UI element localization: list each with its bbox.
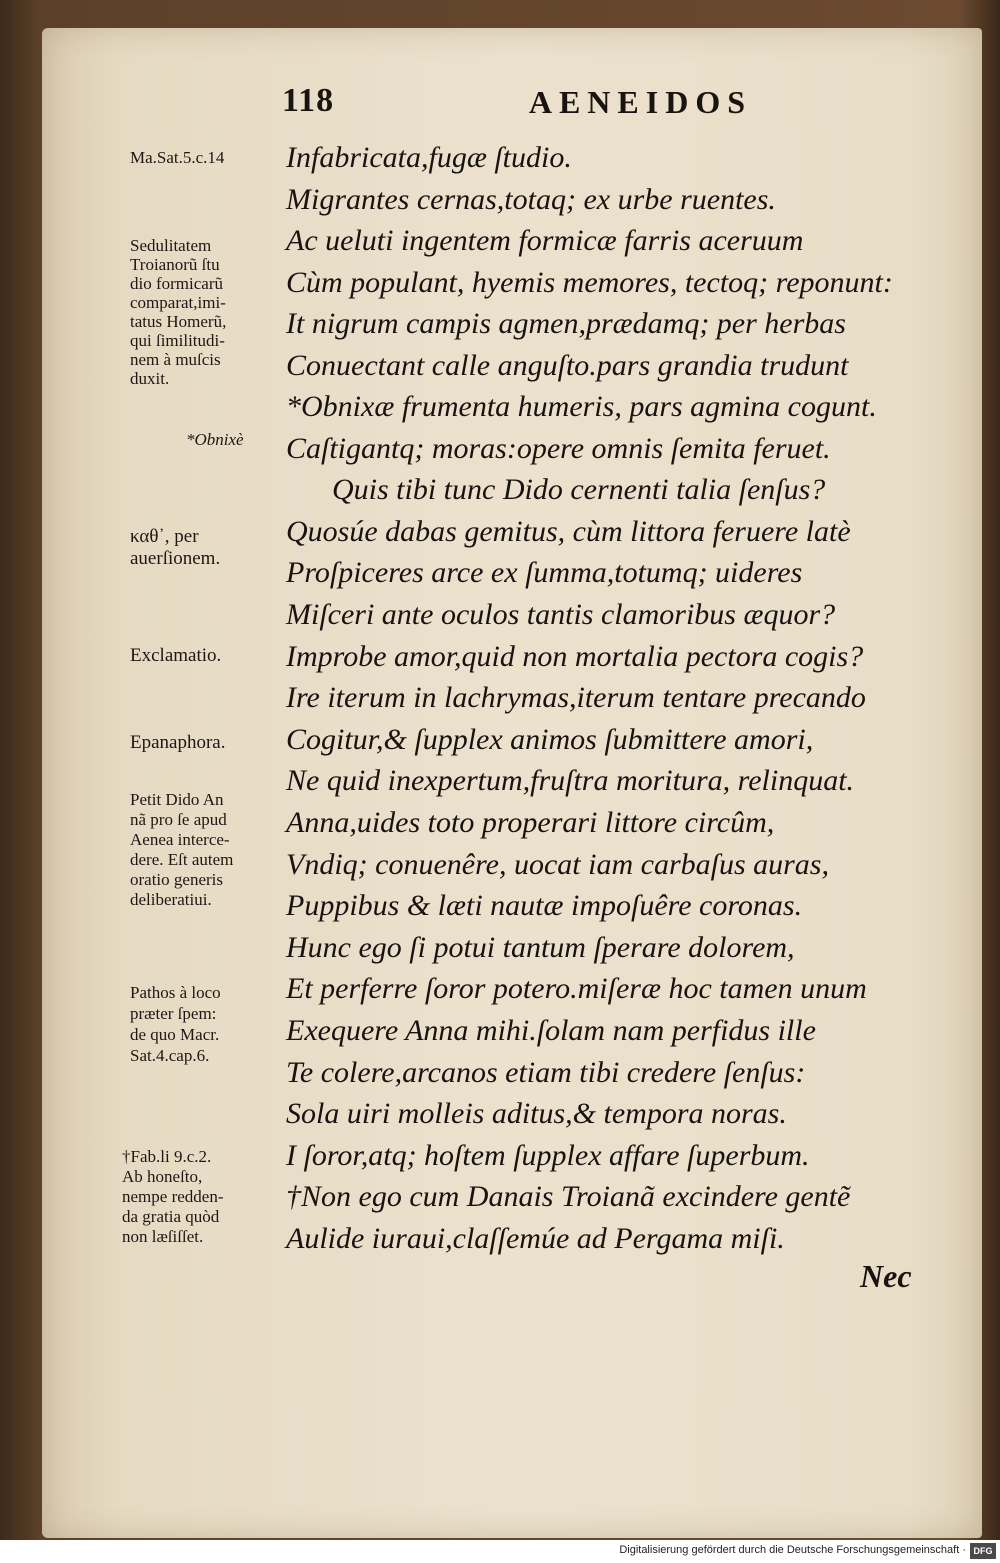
margin-note-line: *Obnixè [186,430,244,449]
verse-line: Anna,uides toto properari littore circûm, [286,806,775,839]
margin-note [130,982,285,1066]
verse-line: Improbe amor,quid non mortalia pectora cogis? [286,640,864,673]
margin-note-line: Sat.4.cap.6. [130,1046,210,1065]
margin-note-line: deliberatiui. [130,890,212,909]
margin-note [130,790,285,910]
margin-note-line: da gratia quòd [122,1207,220,1226]
margin-note-line: comparat,imi- [130,293,226,312]
verse-line: *Obnixæ frumenta humeris, pars agmina cogunt. [286,390,877,423]
digitization-footer [0,1540,1000,1563]
verse-line: Cogitur,& ſupplex animos ſubmittere amori, [286,723,814,756]
margin-note-line: auerſionem. [130,548,221,569]
margin-note [122,1147,277,1247]
dfg-logo: DFG [970,1543,996,1559]
margin-note-line: Aenea interce- [130,830,230,849]
verse-line: Migrantes cernas,totaq; ex urbe ruentes. [286,183,776,216]
margin-note-line: Ma.Sat.5.c.14 [130,148,225,167]
verse-line: Exequere Anna mihi.ſolam nam perfidus ille [286,1014,816,1047]
margin-note-line: †Fab.li 9.c.2. [122,1147,212,1166]
margin-note-line: præter ſpem: [130,1004,217,1023]
running-head: AENEIDOS [528,84,752,120]
verse-line: Caſtigantq; moras:opere omnis ſemita feruet. [286,432,831,465]
margin-note-line: καθ᾿, per [130,526,199,547]
verse-line: Vndiq; conuenêre, uocat iam carbaſus auras, [286,848,829,881]
margin-note [130,236,285,388]
verse-line: Et perferre ſoror potero.miſeræ hoc tamen unum [286,972,867,1005]
verse-line: Quis tibi tunc Dido cernenti talia ſenſus? [332,473,826,506]
margin-note-line: qui ſimilitudi- [130,331,225,350]
verse-line: It nigrum campis agmen,prædamq; per herbas [286,307,846,340]
margin-note-line: Troianorũ ſtu [130,255,220,274]
catchword: Nec [860,1258,912,1294]
margin-note-line: Petit Dido An [130,790,224,809]
verse-line: Puppibus & læti nautæ impoſuêre coronas. [286,889,803,922]
verse-line: Proſpiceres arce ex ſumma,totumq; uideres [286,556,803,589]
verse-line: Ne quid inexpertum,fruſtra moritura, relinquat. [286,764,855,797]
verse-line: Ire iterum in lachrymas,iterum tentare precando [286,681,866,714]
verse-line: †Non ego cum Danais Troianã excindere gentẽ [286,1180,851,1213]
margin-note-line: Epanaphora. [130,732,226,753]
footer-credit: Digitalisierung gefördert durch die Deutsche Forschungsgemeinschaft · [619,1544,966,1556]
margin-note-line: oratio generis [130,870,223,889]
margin-note [186,430,341,449]
margin-note-line: Sedulitatem [130,236,212,255]
margin-note-line: Exclamatio. [130,645,222,666]
margin-note-line: dio formicarũ [130,274,223,293]
margin-note [130,733,285,752]
verse-line: Cùm populant, hyemis memores, tectoq; reponunt: [286,266,893,299]
margin-note [130,646,285,665]
verse-line: Sola uiri molleis aditus,& tempora noras. [286,1097,787,1130]
verse-line: Miſceri ante oculos tantis clamoribus æquor? [286,598,836,631]
verse-line: Hunc ego ſi potui tantum ſperare dolorem, [286,931,795,964]
margin-note-line: Pathos à loco [130,983,221,1002]
page-header [282,82,752,128]
margin-note-line: Ab honeſto, [122,1167,203,1186]
verse-line: Quosúe dabas gemitus, cùm littora feruere latè [286,515,851,548]
verse-line: Aulide iuraui,claſſemúe ad Pergama miſi. [286,1222,785,1255]
margin-note [130,526,285,570]
verse-line: Ac ueluti ingentem formicæ farris aceruum [286,224,804,257]
margin-note-line: duxit. [130,369,170,388]
margin-note-line: tatus Homerũ, [130,312,227,331]
margin-note-line: de quo Macr. [130,1025,220,1044]
margin-note-line: nempe redden- [122,1187,224,1206]
margin-note-line: nem à muſcis [130,350,221,369]
verse-line: I ſoror,atq; hoſtem ſupplex affare ſuperbum. [286,1139,810,1172]
verse-line: Conuectant calle anguſto.pars grandia trudunt [286,349,849,382]
margin-note [130,148,285,167]
margin-note-line: dere. Eſt autem [130,850,234,869]
verse-line: Te colere,arcanos etiam tibi credere ſenſus: [286,1056,806,1089]
margin-note-line: nã pro ſe apud [130,810,227,829]
margin-note-line: non læſiſſet. [122,1227,204,1246]
verse-line: Infabricata,fugæ ſtudio. [286,141,572,174]
page-number: 118 [282,82,335,119]
